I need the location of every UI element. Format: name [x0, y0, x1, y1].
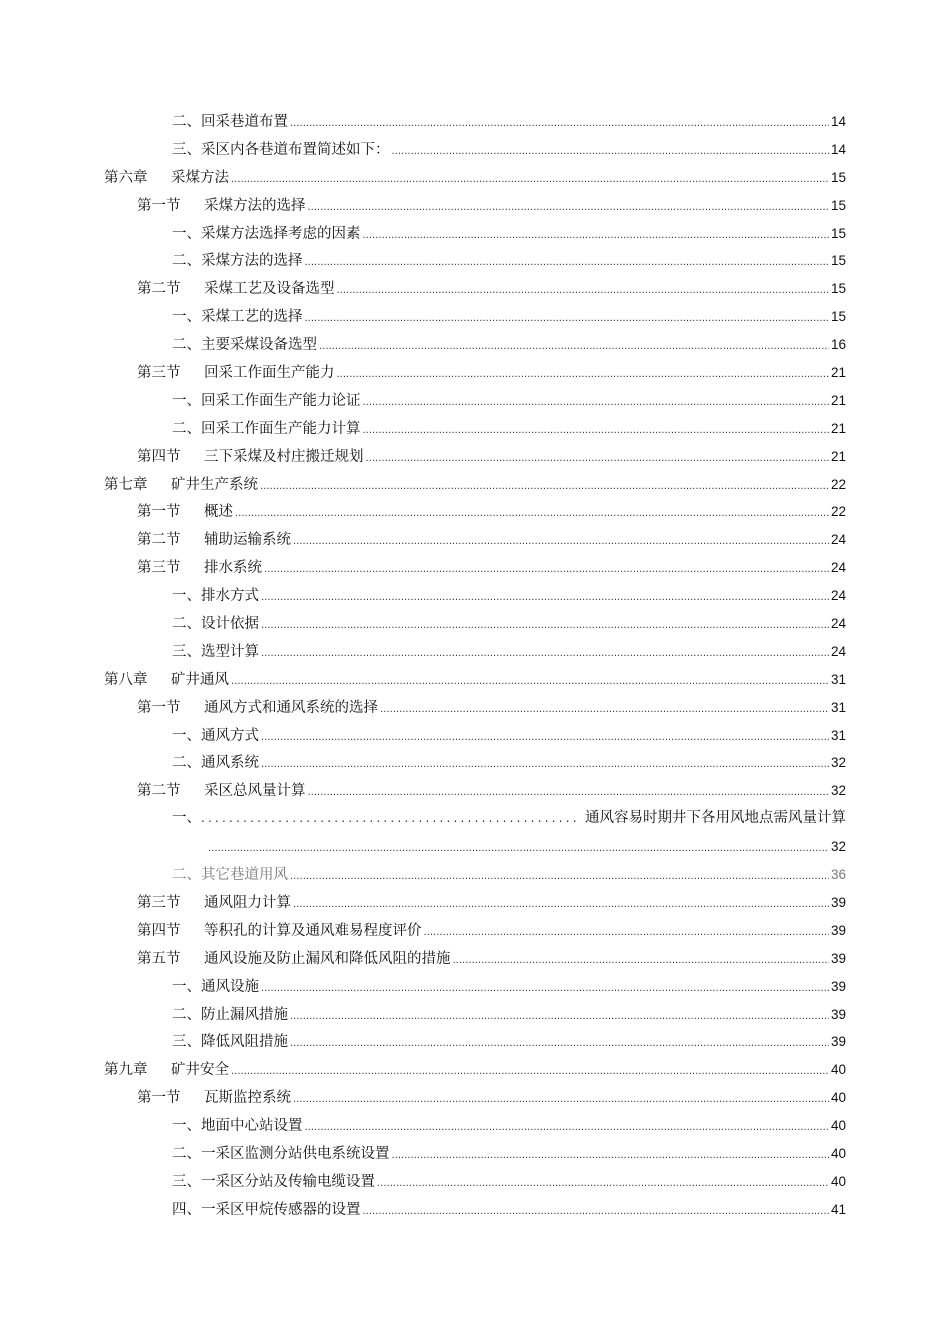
toc-entry-title: 矿井生产系统	[171, 476, 258, 493]
toc-section-entry[interactable]	[104, 777, 846, 805]
toc-leader-dots	[363, 417, 829, 445]
toc-entry-page: 22	[830, 504, 846, 520]
toc-entry-number: 第一节	[137, 699, 181, 716]
toc-leader-dots	[264, 556, 829, 584]
toc-subsection-entry[interactable]	[104, 108, 846, 136]
toc-entry-number: 一、	[172, 309, 201, 326]
toc-leader-dots	[305, 1114, 829, 1142]
toc-entry-number: 三、	[172, 1034, 201, 1051]
toc-leader-dots	[231, 1058, 829, 1086]
toc-leader-dots	[290, 1003, 829, 1031]
toc-leader-dots	[260, 473, 829, 501]
toc-entry-page: 24	[830, 616, 846, 632]
toc-entry-page: 21	[830, 365, 846, 381]
toc-entry-number: 第六章	[104, 169, 148, 186]
toc-entry-number: 第四节	[137, 448, 181, 465]
toc-section-entry[interactable]	[104, 889, 846, 917]
toc-entry-title: 一采区甲烷传感器的设置	[201, 1201, 361, 1218]
toc-subsection-entry[interactable]	[104, 1168, 846, 1196]
toc-entry-wrapped-continuation	[104, 833, 846, 861]
toc-entry-title: 回采工作面生产能力论证	[201, 392, 361, 409]
toc-entry-page: 31	[830, 699, 846, 715]
toc-entry-title: 地面中心站设置	[201, 1118, 303, 1135]
toc-leader-dots	[293, 1086, 829, 1114]
toc-list-bottom	[104, 861, 846, 1224]
toc-subsection-entry[interactable]	[104, 136, 846, 164]
toc-entry-title: 通风阻力计算	[204, 894, 291, 911]
toc-entry-number: 第五节	[137, 950, 181, 967]
toc-entry-page: 39	[830, 978, 846, 994]
toc-entry-page: 15	[830, 309, 846, 325]
toc-subsection-entry[interactable]	[104, 331, 846, 359]
toc-leader-dots	[366, 445, 829, 473]
toc-entry-page: 39	[830, 894, 846, 910]
toc-leader-dots	[261, 612, 829, 640]
toc-entry-page: 39	[830, 1034, 846, 1050]
toc-leader-dots	[293, 528, 829, 556]
toc-leader-dots	[261, 724, 829, 752]
toc-entry-title: 排水方式	[201, 588, 259, 605]
toc-entry-number: 第二节	[137, 783, 181, 800]
toc-leader-dots	[293, 891, 829, 919]
toc-entry-page: 40	[830, 1090, 846, 1106]
toc-entry-page: 22	[830, 476, 846, 492]
toc-entry-number: 第七章	[104, 476, 148, 493]
toc-entry-title: 矿井通风	[171, 671, 229, 688]
toc-entry-title: 回采巷道布置	[201, 114, 288, 130]
toc-subsection-entry[interactable]	[104, 415, 846, 443]
toc-section-entry[interactable]	[104, 694, 846, 722]
toc-entry-page: 32	[830, 839, 846, 855]
toc-entry-page: 39	[830, 922, 846, 938]
toc-entry-page: 14	[830, 114, 846, 129]
toc-entry-page: 36	[830, 867, 846, 883]
toc-entry-wrapped[interactable]	[104, 805, 846, 833]
toc-leader-dots	[319, 333, 829, 361]
toc-entry-number: 第三节	[137, 894, 181, 911]
toc-entry-page: 14	[830, 141, 846, 157]
toc-entry-number: 第九章	[104, 1062, 148, 1079]
toc-chapter-entry[interactable]	[104, 471, 846, 499]
toc-entry-number: 第二节	[137, 532, 181, 549]
toc-entry-title: 采区总风量计算	[204, 783, 306, 800]
toc-entry-title: 通风方式和通风系统的选择	[204, 699, 378, 716]
toc-entry-number: 二、	[172, 1145, 201, 1162]
toc-leader-dots	[380, 696, 829, 724]
toc-subsection-entry[interactable]	[104, 861, 846, 889]
toc-leader-dots	[305, 305, 829, 333]
toc-entry-title: 排水系统	[204, 560, 262, 577]
toc-subsection-entry[interactable]	[104, 1028, 846, 1056]
toc-subsection-entry[interactable]	[104, 1112, 846, 1140]
toc-leader-dots	[392, 138, 829, 166]
toc-leader-dots	[290, 1030, 829, 1058]
toc-entry-title: 三下采煤及村庄搬迁规划	[204, 448, 364, 465]
toc-entry-number: 第一节	[137, 197, 181, 214]
toc-subsection-entry[interactable]	[104, 387, 846, 415]
toc-section-entry[interactable]	[104, 498, 846, 526]
toc-entry-number: 第一节	[137, 504, 181, 521]
toc-entry-number: 一、	[172, 392, 201, 409]
toc-entry-number: 一、	[172, 1118, 201, 1135]
toc-entry-title: 主要采煤设备选型	[201, 337, 317, 354]
toc-leader-dots	[235, 500, 829, 528]
toc-entry-page: 32	[830, 783, 846, 799]
toc-leader-dots	[424, 919, 829, 947]
toc-entry-number: 第三节	[137, 365, 181, 382]
toc-entry-number: 一、	[172, 588, 201, 605]
toc-section-entry[interactable]	[104, 945, 846, 973]
toc-entry-title: 一采区监测分站供电系统设置	[201, 1145, 390, 1162]
toc-entry-title: 回采工作面生产能力	[204, 365, 335, 382]
toc-entry-number: 二、	[172, 420, 201, 437]
toc-entry-title: 其它巷道用风	[201, 867, 288, 884]
toc-entry-page: 40	[830, 1145, 846, 1161]
toc-entry-number: 第四节	[137, 922, 181, 939]
toc-entry-title: 等积孔的计算及通风难易程度评价	[204, 922, 422, 939]
table-of-contents	[104, 108, 846, 1224]
toc-entry-number: 四、	[172, 1201, 201, 1218]
toc-entry-page: 40	[830, 1062, 846, 1078]
toc-subsection-entry[interactable]	[104, 1001, 846, 1029]
toc-entry-number: 三、	[172, 1173, 201, 1190]
toc-entry-title: 一采区分站及传输电缆设置	[201, 1173, 375, 1190]
toc-leader-dots	[201, 805, 579, 833]
toc-entry-number: 一、	[172, 978, 201, 995]
toc-entry-number: 第三节	[137, 560, 181, 577]
toc-entry-number: 第一节	[137, 1090, 181, 1107]
toc-entry-title: 通风设施	[201, 978, 259, 995]
toc-leader-dots	[337, 361, 829, 389]
toc-entry-number: 二、	[172, 755, 201, 772]
toc-subsection-entry[interactable]	[104, 610, 846, 638]
toc-entry-page: 21	[830, 420, 846, 436]
toc-list-top	[104, 108, 846, 805]
toc-entry-title: 通风设施及防止漏风和降低风阻的措施	[204, 950, 451, 967]
toc-subsection-entry[interactable]	[104, 220, 846, 248]
toc-section-entry[interactable]	[104, 526, 846, 554]
toc-leader-dots	[261, 640, 829, 668]
toc-leader-dots	[231, 166, 829, 194]
toc-entry-number: 二、	[172, 616, 201, 633]
toc-entry-number: 一、	[172, 810, 201, 827]
toc-entry-number: 二、	[172, 114, 201, 130]
toc-entry-page: 21	[830, 448, 846, 464]
toc-chapter-entry[interactable]	[104, 666, 846, 694]
toc-leader-dots	[392, 1142, 829, 1170]
toc-entry-page: 24	[830, 532, 846, 548]
toc-chapter-entry[interactable]	[104, 164, 846, 192]
toc-entry-title: 辅助运输系统	[204, 532, 291, 549]
toc-subsection-entry[interactable]	[104, 749, 846, 777]
toc-entry-page: 24	[830, 560, 846, 576]
toc-entry-page: 39	[830, 950, 846, 966]
toc-leader-dots	[453, 947, 829, 975]
toc-entry-title: 选型计算	[201, 643, 259, 660]
toc-leader-dots	[363, 389, 829, 417]
toc-entry-number: 第八章	[104, 671, 148, 688]
toc-section-entry[interactable]	[104, 275, 846, 303]
toc-entry-number: 二、	[172, 337, 201, 354]
toc-chapter-entry[interactable]	[104, 1056, 846, 1084]
toc-entry-page: 39	[830, 1006, 846, 1022]
toc-entry-number: 二、	[172, 867, 201, 884]
toc-entry-number: 第二节	[137, 281, 181, 298]
toc-leader-dots	[261, 751, 829, 779]
toc-section-entry[interactable]	[104, 359, 846, 387]
toc-entry-title: 矿井安全	[171, 1062, 229, 1079]
toc-leader-dots	[308, 194, 829, 222]
toc-subsection-entry[interactable]	[104, 582, 846, 610]
toc-subsection-entry[interactable]	[104, 638, 846, 666]
toc-subsection-entry[interactable]	[104, 1140, 846, 1168]
toc-entry-title: 采煤方法选择考虑的因素	[201, 225, 361, 242]
toc-entry-title: 采区内各巷道布置简述如下：	[201, 141, 390, 158]
toc-section-entry[interactable]	[104, 554, 846, 582]
toc-leader-dots	[261, 584, 829, 612]
toc-entry-title: 采煤工艺及设备选型	[204, 281, 335, 298]
toc-entry-page: 41	[830, 1201, 846, 1217]
toc-subsection-entry[interactable]	[104, 1196, 846, 1224]
toc-entry-number: 二、	[172, 1006, 201, 1023]
toc-entry-page: 16	[830, 337, 846, 353]
toc-entry-title: 概述	[204, 504, 233, 521]
toc-subsection-entry[interactable]	[104, 973, 846, 1001]
toc-subsection-entry[interactable]	[104, 247, 846, 275]
toc-entry-page: 24	[830, 588, 846, 604]
toc-leader-dots	[290, 110, 829, 138]
toc-leader-dots	[363, 222, 829, 250]
toc-entry-title: 采煤工艺的选择	[201, 309, 303, 326]
toc-entry-title: 通风系统	[201, 755, 259, 772]
toc-subsection-entry[interactable]	[104, 303, 846, 331]
toc-entry-page: 15	[830, 281, 846, 297]
toc-leader-dots	[290, 863, 829, 891]
toc-section-entry[interactable]	[104, 917, 846, 945]
toc-section-entry[interactable]	[104, 1084, 846, 1112]
toc-entry-page: 31	[830, 727, 846, 743]
toc-entry-title: 采煤方法的选择	[201, 253, 303, 270]
toc-section-entry[interactable]	[104, 192, 846, 220]
toc-leader-dots	[231, 668, 829, 696]
toc-entry-title: 回采工作面生产能力计算	[201, 420, 361, 437]
toc-entry-number: 三、	[172, 141, 201, 158]
toc-leader-dots	[363, 1198, 829, 1226]
toc-leader-dots	[208, 835, 829, 863]
toc-leader-dots	[337, 277, 829, 305]
toc-entry-page: 31	[830, 671, 846, 687]
toc-entry-page: 15	[830, 225, 846, 241]
toc-entry-page: 24	[830, 643, 846, 659]
toc-subsection-entry[interactable]	[104, 722, 846, 750]
toc-entry-number: 一、	[172, 225, 201, 242]
toc-entry-title: 通风容易时期井下各用风地点需风量计算	[585, 810, 846, 827]
toc-entry-page: 32	[830, 755, 846, 771]
toc-entry-page: 21	[830, 392, 846, 408]
toc-entry-title: 瓦斯监控系统	[204, 1090, 291, 1107]
toc-entry-page: 15	[830, 197, 846, 213]
toc-leader-dots	[305, 249, 829, 277]
toc-entry-number: 三、	[172, 643, 201, 660]
toc-entry-title: 设计依据	[201, 616, 259, 633]
toc-entry-number: 二、	[172, 253, 201, 270]
toc-section-entry[interactable]	[104, 443, 846, 471]
toc-entry-page: 40	[830, 1118, 846, 1134]
toc-entry-title: 采煤方法的选择	[204, 197, 306, 214]
toc-entry-page: 15	[830, 169, 846, 185]
toc-entry-page: 40	[830, 1173, 846, 1189]
toc-leader-dots	[261, 975, 829, 1003]
toc-leader-dots	[308, 779, 829, 807]
toc-entry-title: 采煤方法	[171, 169, 229, 186]
toc-entry-page: 15	[830, 253, 846, 269]
toc-entry-title: 通风方式	[201, 727, 259, 744]
toc-entry-title: 降低风阻措施	[201, 1034, 288, 1051]
toc-entry-title: 防止漏风措施	[201, 1006, 288, 1023]
toc-leader-dots	[377, 1170, 829, 1198]
toc-entry-number: 一、	[172, 727, 201, 744]
